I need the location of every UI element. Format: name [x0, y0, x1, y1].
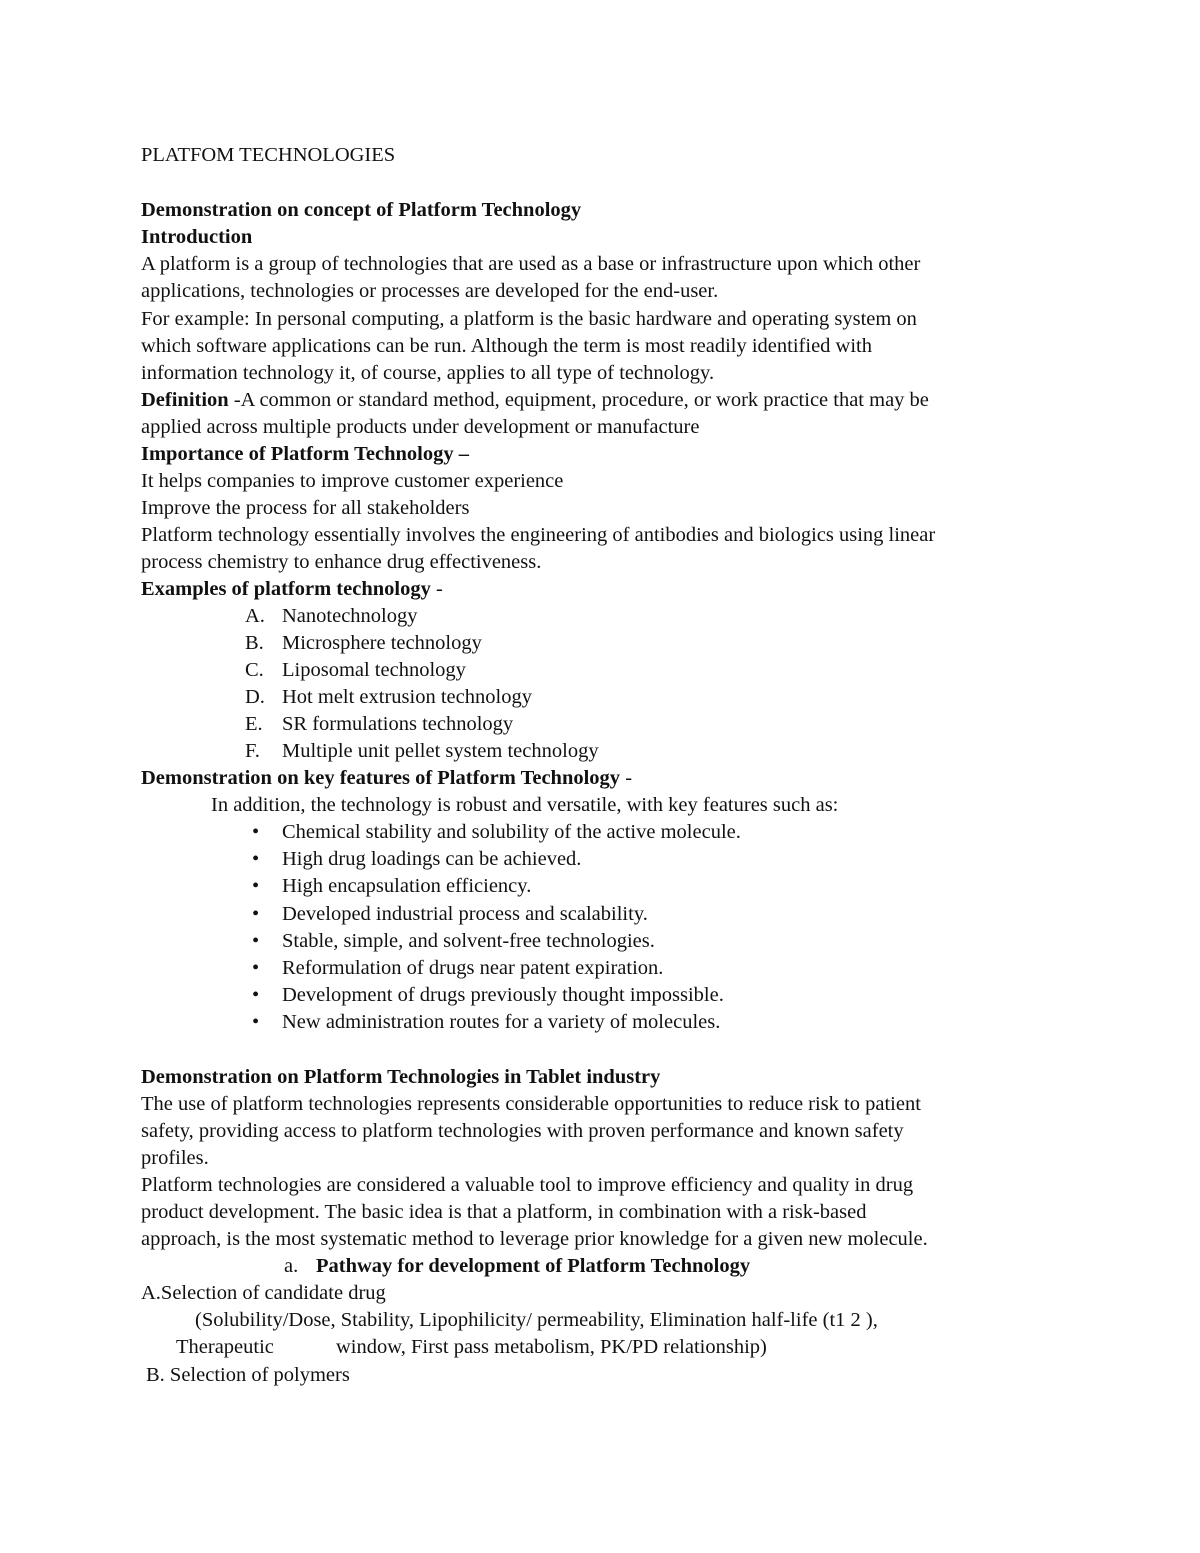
intro-paragraph-line: applications, technologies or processes are developed for the end-user.: [141, 280, 719, 302]
list-item-text: Multiple unit pellet system technology: [282, 740, 599, 762]
bullet-marker: •: [252, 848, 260, 870]
example-paragraph-line: For example: In personal computing, a platform is the basic hardware and operating system on: [141, 308, 917, 330]
key-features-heading-line: [141, 765, 632, 792]
list-marker: E.: [245, 713, 263, 735]
detail-word: Therapeutic: [176, 1336, 274, 1358]
definition-line: [141, 387, 929, 414]
list-marker: C.: [245, 659, 264, 681]
examples-heading-dash: -: [430, 578, 443, 600]
polymers-label: B. Selection of polymers: [146, 1364, 350, 1386]
tablet-paragraph-line: product development. The basic idea is that a platform, in combination with a risk-based: [141, 1201, 867, 1223]
tablet-paragraph-line: profiles.: [141, 1147, 209, 1169]
candidate-drug-label: A.Selection of candidate drug: [141, 1282, 386, 1304]
importance-heading: Importance of Platform Technology –: [141, 443, 469, 465]
examples-heading: Examples of platform technology: [141, 578, 431, 600]
list-item-text: Liposomal technology: [282, 659, 466, 681]
tablet-paragraph-line: approach, is the most systematic method to leverage prior knowledge for a given new molecule.: [141, 1228, 928, 1250]
bullet-text: High drug loadings can be achieved.: [282, 848, 582, 870]
bullet-marker: •: [252, 957, 260, 979]
importance-line: Improve the process for all stakeholders: [141, 497, 470, 519]
section-heading-concept: Demonstration on concept of Platform Technology: [141, 199, 582, 221]
tablet-industry-heading: Demonstration on Platform Technologies in Tablet industry: [141, 1066, 661, 1088]
example-paragraph-line: which software applications can be run. Although the term is most readily identified with: [141, 335, 872, 357]
bullet-marker: •: [252, 821, 260, 843]
key-features-heading: Demonstration on key features of Platform Technology: [141, 767, 621, 789]
bullet-text: New administration routes for a variety of molecules.: [282, 1011, 721, 1033]
bullet-text: High encapsulation efficiency.: [282, 875, 532, 897]
detail-rest: window, First pass metabolism, PK/PD relationship): [336, 1336, 767, 1358]
document-title: PLATFOM TECHNOLOGIES: [141, 144, 396, 166]
definition-label: Definition: [141, 389, 229, 411]
example-paragraph-line: information technology it, of course, applies to all type of technology.: [141, 362, 715, 384]
tablet-paragraph-line: Platform technologies are considered a valuable tool to improve efficiency and quality in drug: [141, 1174, 914, 1196]
bullet-marker: •: [252, 984, 260, 1006]
bullet-text: Reformulation of drugs near patent expiration.: [282, 957, 664, 979]
importance-line: It helps companies to improve customer experience: [141, 470, 564, 492]
importance-line: Platform technology essentially involves the engineering of antibodies and biologics using linear: [141, 524, 936, 546]
bullet-text: Development of drugs previously thought impossible.: [282, 984, 724, 1006]
key-features-heading-dash: -: [620, 767, 633, 789]
list-item-text: Microsphere technology: [282, 632, 482, 654]
subheading-marker: a.: [284, 1255, 299, 1277]
pathway-subheading: Pathway for development of Platform Technology: [316, 1255, 751, 1277]
candidate-drug-detail: (Solubility/Dose, Stability, Lipophilicity/ permeability, Elimination half-life (t1 2 ),: [195, 1309, 878, 1331]
definition-text: -A common or standard method, equipment, procedure, or work practice that may be: [228, 389, 929, 411]
tablet-paragraph-line: The use of platform technologies represents considerable opportunities to reduce risk to patient: [141, 1093, 921, 1115]
bullet-marker: •: [252, 875, 260, 897]
list-item-text: Hot melt extrusion technology: [282, 686, 532, 708]
list-marker: F.: [245, 740, 260, 762]
list-marker: D.: [245, 686, 265, 708]
list-item-text: SR formulations technology: [282, 713, 514, 735]
list-item-text: Nanotechnology: [282, 605, 418, 627]
examples-heading-line: [141, 576, 443, 603]
tablet-paragraph-line: safety, providing access to platform technologies with proven performance and known safety: [141, 1120, 904, 1142]
intro-heading: Introduction: [141, 226, 253, 248]
key-features-lead: In addition, the technology is robust and versatile, with key features such as:: [211, 794, 839, 816]
bullet-marker: •: [252, 930, 260, 952]
importance-line: process chemistry to enhance drug effectiveness.: [141, 551, 542, 573]
intro-paragraph-line: A platform is a group of technologies that are used as a base or infrastructure upon which other: [141, 253, 921, 275]
bullet-text: Stable, simple, and solvent-free technologies.: [282, 930, 655, 952]
bullet-text: Developed industrial process and scalability.: [282, 903, 648, 925]
definition-line: applied across multiple products under development or manufacture: [141, 416, 700, 438]
list-marker: A.: [245, 605, 265, 627]
bullet-text: Chemical stability and solubility of the active molecule.: [282, 821, 741, 843]
bullet-marker: •: [252, 903, 260, 925]
bullet-marker: •: [252, 1011, 260, 1033]
list-marker: B.: [245, 632, 264, 654]
